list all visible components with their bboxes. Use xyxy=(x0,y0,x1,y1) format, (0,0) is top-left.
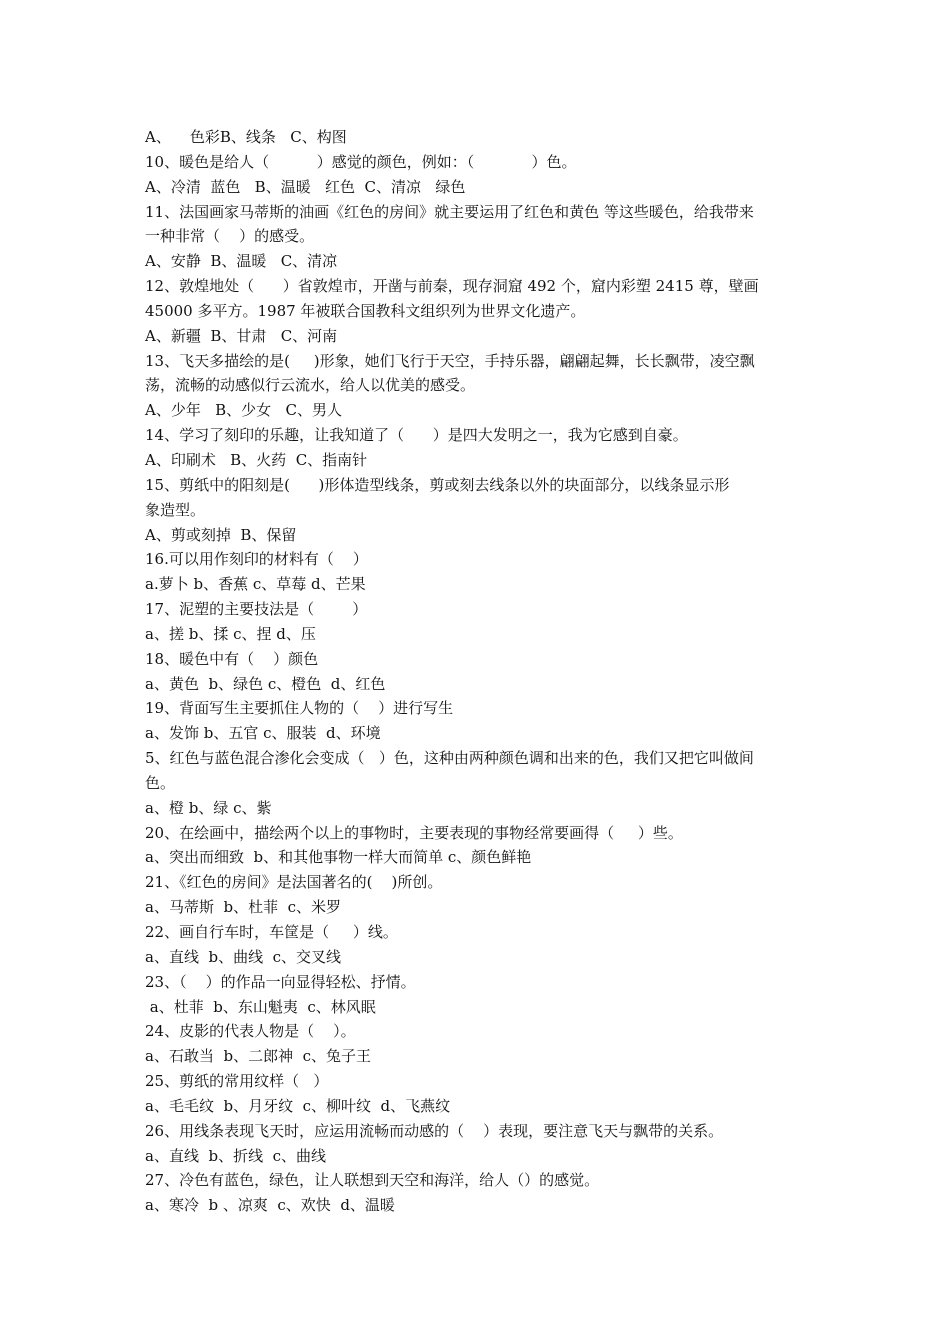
text-line: 5、红色与蓝色混合渗化会变成（ ）色，这种由两种颜色调和出来的色，我们又把它叫做间 xyxy=(145,749,754,768)
text-line: 14、学习了刻印的乐趣，让我知道了（ ）是四大发明之一，我为它感到自豪。 xyxy=(145,426,688,445)
text-line: a、马蒂斯 b、杜菲 c、米罗 xyxy=(145,898,342,917)
text-line: a、直线 b、折线 c、曲线 xyxy=(145,1146,327,1165)
text-line: 45000 多平方。1987 年被联合国教科文组织列为世界文化遗产。 xyxy=(145,301,586,320)
text-line: a.萝卜 b、香蕉 c、草莓 d、芒果 xyxy=(145,575,366,594)
text-line: a、黄色 b、绿色 c、橙色 d、红色 xyxy=(145,674,386,693)
document-body xyxy=(145,125,810,1218)
text-line: a、石敢当 b、二郎神 c、兔子王 xyxy=(145,1047,372,1066)
text-line: 20、在绘画中，描绘两个以上的事物时，主要表现的事物经常要画得（ ）些。 xyxy=(145,823,683,842)
text-line: a、搓 b、揉 c、捏 d、压 xyxy=(145,624,316,643)
text-line: 16.可以用作刻印的材料有（ ） xyxy=(145,550,368,569)
text-line: 象造型。 xyxy=(145,500,206,519)
text-line: A、剪或刻掉 B、保留 xyxy=(145,525,297,544)
text-line: 27、冷色有蓝色，绿色，让人联想到天空和海洋，给人（）的感觉。 xyxy=(145,1171,600,1190)
text-line: a、杜菲 b、东山魁夷 c、林风眠 xyxy=(145,997,376,1016)
text-line: A、新疆 B、甘肃 C、河南 xyxy=(145,326,338,345)
text-line: A、印刷术 B、火药 C、指南针 xyxy=(145,450,368,469)
text-line: a、直线 b、曲线 c、交叉线 xyxy=(145,947,342,966)
text-line: 12、敦煌地处（ ）省敦煌市，开凿与前秦，现存洞窟 492 个，窟内彩塑 2415 尊，壁画 xyxy=(145,277,759,296)
text-line: 18、暖色中有（ ）颜色 xyxy=(145,649,319,668)
text-line: 25、剪纸的常用纹样（ ） xyxy=(145,1072,329,1091)
text-line: a、毛毛纹 b、月牙纹 c、柳叶纹 d、飞燕纹 xyxy=(145,1096,451,1115)
text-line: 26、用线条表现飞天时，应运用流畅而动感的（ ）表现，要注意飞天与飘带的关系。 xyxy=(145,1121,724,1140)
text-line: 色。 xyxy=(145,773,176,792)
text-line: 11、法国画家马蒂斯的油画《红色的房间》就主要运用了红色和黄色 等这些暖色，给我带来 xyxy=(145,202,754,221)
text-line: A、少年 B、少女 C、男人 xyxy=(145,401,342,420)
text-line: 24、皮影的代表人物是（ ）。 xyxy=(145,1022,356,1041)
text-line: A、冷清 蓝色 B、温暖 红色 C、清凉 绿色 xyxy=(145,177,466,196)
text-line: a、橙 b、绿 c、紫 xyxy=(145,798,272,817)
text-line: a、寒冷 b 、凉爽 c、欢快 d、温暖 xyxy=(145,1196,395,1215)
text-line: 荡，流畅的动感似行云流水，给人以优美的感受。 xyxy=(145,376,476,395)
text-line: A、 色彩B、线条 C、构图 xyxy=(145,128,347,146)
text-line: 一种非常（ ）的感受。 xyxy=(145,227,315,246)
text-line: a、发饰 b、五官 c、服装 d、环境 xyxy=(145,724,381,743)
text-line: 10、暖色是给人（ ）感觉的颜色，例如：（ ）色。 xyxy=(145,152,577,171)
text-line: 21、《红色的房间》是法国著名的( )所创。 xyxy=(145,873,443,892)
text-line: a、突出而细致 b、和其他事物一样大而简单 c、颜色鲜艳 xyxy=(145,848,532,867)
text-line: 17、泥塑的主要技法是（ ） xyxy=(145,600,368,619)
text-line: 22、画自行车时，车筐是（ ）线。 xyxy=(145,923,398,941)
text-line: 23、（ ）的作品一向显得轻松、抒情。 xyxy=(145,972,416,991)
text-line: 13、飞天多描绘的是( )形象，她们飞行于天空，手持乐器，翩翩起舞，长长飘带，凌空飘 xyxy=(145,351,755,370)
text-line: 19、背面写生主要抓住人物的（ ）进行写生 xyxy=(145,699,454,718)
text-line: A、安静 B、温暖 C、清凉 xyxy=(145,252,338,271)
text-line: 15、剪纸中的阳刻是( )形体造型线条，剪或刻去线条以外的块面部分，以线条显示形 xyxy=(145,475,730,494)
